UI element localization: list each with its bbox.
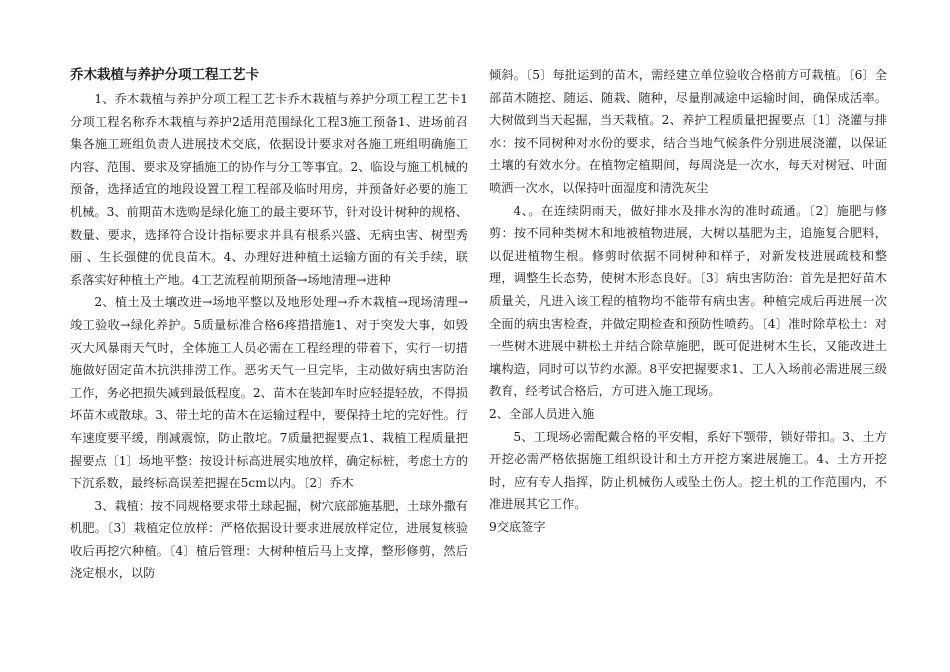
paragraph-8: 9交底签字 [489,519,546,534]
paragraph-5: 4、。在连续阴雨天，做好排水及排水沟的准时疏通。〔2〕施肥与修剪：按不同种类树木和地被植物进展，大树以基肥为主，追施复合肥料，以促进植物生根。修剪时依据不同树种和样子，对新发枝进展疏枝和整理，调整生长态势，使树木形态良好。〔3〕病虫害防治：首先是把好苗木质量关，凡进入该工程的植物均不能带有病虫害。种植完成后再进展一次全面的病虫害检查，并做定期检查和预防性喷药。〔4〕准时除草松土：对一些树木进展中耕松土并结合除草施肥，既可促进树木生长，又能改进土壤构造，同时可以节约水源。8平安把握要求1、工人入场前必需进展三级教育，经考试合格后，方可进入施工现场。 [489,203,887,399]
paragraph-4: 倾斜。〔5〕每批运到的苗木，需经建立单位验收合格前方可栽植。〔6〕全部苗木随挖、随运、随栽、随种，尽量削减途中运输时间，确保成活率。大树做到当天起掘，当天栽植。2、养护工程质量把握要点〔1〕浇灌与排水：按不同树种对水份的要求，结合当地气候条件分别进展浇灌，以保证土壤的有效水分。在植物定植期间，每周浇是一次水，每天对树冠、叶面喷洒一次水，以保持叶面湿度和清洗灰尘 [489,68,887,195]
paragraph-6: 2、全部人员进入施 [489,406,595,421]
paragraph-7: 5、工现场必需配戴合格的平安帽，系好下颚带，锁好带扣。3、土方开挖必需严格依据施工组织设计和土方开挖方案进展施工。4、土方开挖时，应有专人指挥，防止机械伤人或坠土伤人。挖土机的工作范围内，不准进展其它工作。 [489,429,887,512]
paragraph-1: 1、乔木栽植与养护分项工程工艺卡乔木栽植与养护分项工程工艺卡1分项工程名称乔木栽植与养护2适用范围绿化工程3施工预备1、进场前召集各施工班组负责人进展技术交底，依据设计要求对各施工班组明确施工内容、范围、要求及穿插施工的协作与分工等事宜。2、临设与施工机械的预备，选择适宜的地段设置工程工程部及临时用房，并预备好必要的施工机械。3、前期苗木选购是绿化施工的最主要环节，针对设计树种的规格、数量、要求，选择符合设计指标要求并具有根系兴盛、无病虫害、树型秀丽 、生长强健的优良苗木。4、办理好进种植土运输方面的有关手续，联系落实好种植土产地。4工艺流程前期预备→场地清理→进种 [70,92,468,287]
document-title: 乔木栽植与养护分项工程工艺卡 [70,67,259,83]
paragraph-3: 3、栽植：按不同规格要求带土球起掘，树穴底部施基肥，土球外撒有机肥。〔3〕栽植定位放样：严格依据设计要求进展放样定位，进展复核验收后再挖穴种植。〔4〕植后管理：大树种植后马上支撑，整形修剪，然后浇定根水，以防 [70,498,468,581]
right-column [489,64,887,538]
left-column [70,64,468,585]
paragraph-2: 2、植土及土壤改进→场地平整以及地形处理→乔木栽植→现场清理→竣工验收→绿化养护。5质量标准合格6疼措措施1、对于突发大事，如毁灭大风暴雨天气时，全体施工人员必需在工程经理的带着下，实行一切措施做好固定苗木抗洪排涝工作。恶劣天气一旦完毕，主动做好病虫害防治工作，务必把损失减到最低程度。2、苗木在装卸车时应轻提轻放，不得损坏苗木或散球。3、带土坨的苗木在运输过程中，要保持土坨的完好性。行车速度要平缓，削减震惊，防止散坨。7质量把握要点1、栽植工程质量把握要点〔1〕场地平整：按设计标高进展实地放样，确定标桩，考虑土方的下沉系数，最终标高误差把握在5cm以内。〔2〕乔木 [70,295,468,491]
